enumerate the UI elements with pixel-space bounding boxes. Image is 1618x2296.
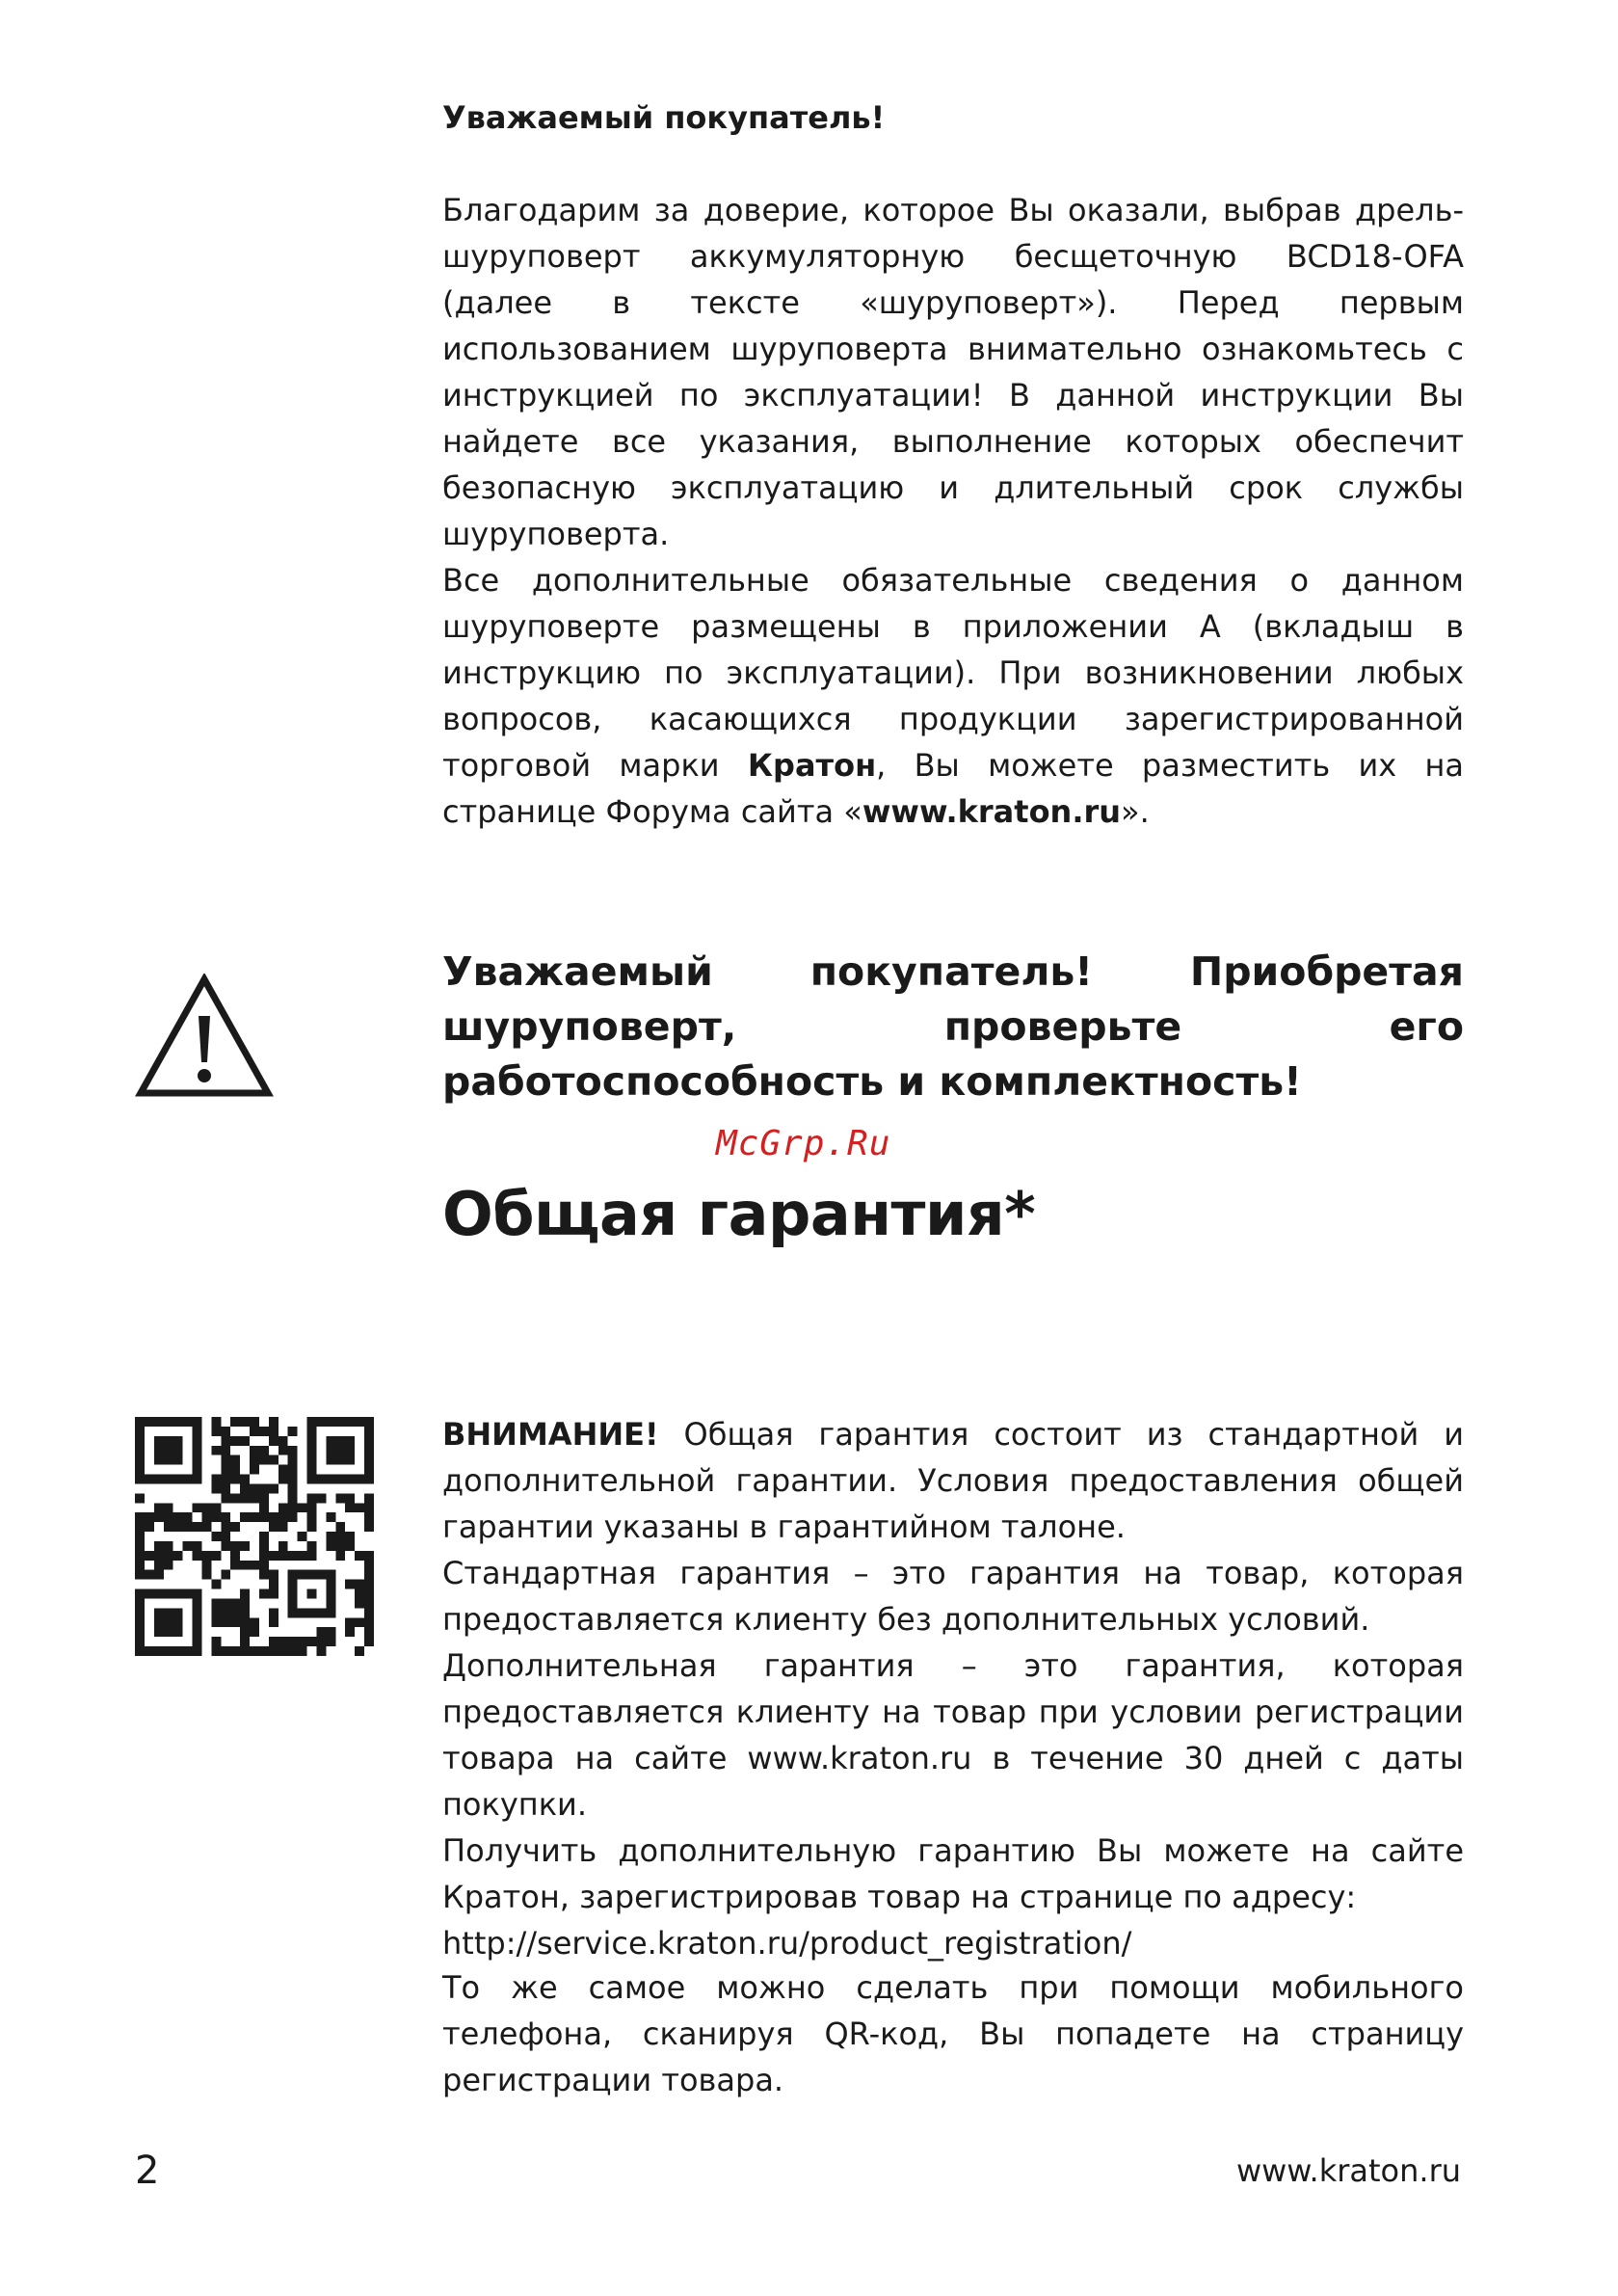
page-number: 2: [135, 2149, 160, 2193]
notice-text: Уважаемый покупатель! Приобретая шуруповерт, проверьте его работоспособность и комплектность!: [442, 948, 1464, 1105]
intro2-part1: Все дополнительные обязательные сведения о данном шуруповерте размещены в приложении А (вкладыш в инструкцию по эксплуатации). При возникновении любых вопросов, касающихся продукции зарегистрированной торговой марки: [442, 562, 1464, 784]
mobile-paragraph: То же самое можно сделать при помощи мобильного телефона, сканируя QR-код, Вы попадете на страницу регистрации товара.: [442, 1969, 1464, 2098]
warranty-p1: [442, 1411, 1464, 1550]
warranty-block: [442, 1411, 1464, 1966]
intro-paragraph: Благодарим за доверие, которое Вы оказали, выбрав дрель-шуруповерт аккумуляторную бесщеточную BCD18-OFA (далее в тексте «шуруповерт»). Перед первым использованием шуруповерта внимательно ознакомьтесь с инструкцией по эксплуатации! В данной инструкции Вы найдете все указания, выполнение которых обеспечит безопасную эксплуатацию и длительный срок службы шуруповерта.: [442, 192, 1464, 552]
intro2-part3: ».: [1121, 793, 1150, 830]
brand-name: Кратон: [747, 747, 877, 784]
footer-url[interactable]: www.kraton.ru: [1235, 2152, 1461, 2189]
site-link[interactable]: www.kraton.ru: [862, 793, 1122, 830]
warranty-p1-text: Общая гарантия состоит из стандартной и дополнительной гарантии. Условия предоставления общей гарантии указаны в гарантийном талоне.: [442, 1416, 1464, 1545]
attention-label: ВНИМАНИЕ!: [442, 1416, 659, 1453]
watermark: McGrp.Ru: [716, 1124, 891, 1163]
warning-triangle-icon: [135, 974, 274, 1099]
warranty-p4: Получить дополнительную гарантию Вы можете на сайте Кратон, зарегистрировав товар на странице по адресу:: [442, 1832, 1464, 1915]
warranty-p2: Стандартная гарантия – это гарантия на товар, которая предоставляется клиенту без дополнительных условий.: [442, 1555, 1464, 1638]
qr-code[interactable]: [135, 1417, 374, 1656]
warranty-p3: Дополнительная гарантия – это гарантия, которая предоставляется клиенту на товар при условии регистрации товара на сайте www.kraton.ru в течение 30 дней с даты покупки.: [442, 1647, 1464, 1823]
greeting-heading: Уважаемый покупатель!: [442, 99, 886, 136]
section-heading: Общая гарантия*: [442, 1179, 1036, 1249]
additional-info-paragraph: [442, 557, 1464, 835]
intro2-part2: , Вы можете разместить их на странице Форума сайта «: [442, 747, 1465, 830]
registration-url[interactable]: http://service.kraton.ru/product_registration/: [442, 1925, 1132, 1962]
